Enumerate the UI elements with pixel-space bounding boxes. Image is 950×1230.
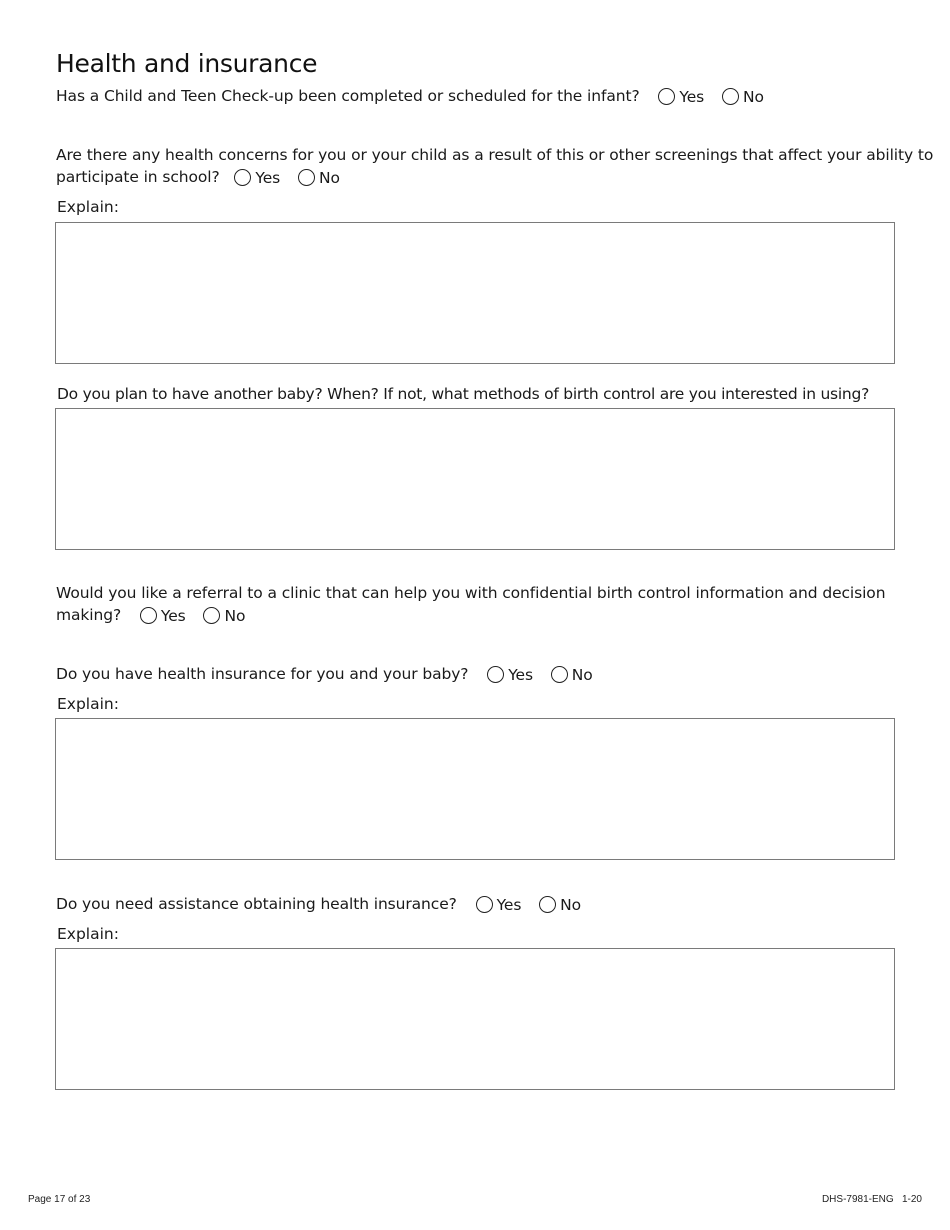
checkup-no-option[interactable] — [722, 86, 764, 108]
question-health-insurance — [56, 663, 593, 686]
health-concerns-yes-option[interactable] — [234, 167, 280, 189]
health-insurance-no-option[interactable] — [551, 664, 593, 686]
question-health-concerns-line1: Are there any health concerns for you or your child as a result of this or other screenings that affect your ability to — [56, 146, 934, 164]
health-insurance-yes-label: Yes — [508, 665, 533, 684]
insurance-assistance-explain-field[interactable] — [55, 948, 895, 1090]
health-concerns-yes-radio[interactable] — [234, 169, 251, 186]
checkup-yes-option[interactable] — [658, 86, 704, 108]
question-insurance-assistance-text: Do you need assistance obtaining health insurance? — [56, 895, 457, 913]
question-insurance-assistance — [56, 893, 581, 916]
health-insurance-explain-field[interactable] — [55, 718, 895, 860]
referral-yes-label: Yes — [160, 606, 186, 625]
question-referral-text: making? — [56, 606, 122, 624]
health-insurance-no-label: No — [571, 665, 593, 684]
question-another-baby: Do you plan to have another baby? When? If not, what methods of birth control are you interested in using? — [57, 385, 870, 403]
question-health-concerns-text: participate in school? — [56, 168, 220, 186]
referral-no-label: No — [224, 606, 246, 625]
question-health-insurance-text: Do you have health insurance for you and your baby? — [56, 665, 469, 683]
health-concerns-no-option[interactable] — [298, 167, 340, 189]
page-number: Page 17 of 23 — [28, 1194, 91, 1205]
question-referral-line1: Would you like a referral to a clinic that can help you with confidential birth control information and decision — [56, 584, 886, 602]
referral-no-radio[interactable] — [203, 607, 220, 624]
health-concerns-no-radio[interactable] — [298, 169, 315, 186]
insurance-assistance-yes-option[interactable] — [476, 894, 522, 916]
health-insurance-yes-option[interactable] — [487, 664, 533, 686]
health-concerns-no-label: No — [318, 168, 340, 187]
health-concerns-explain-label: Explain: — [57, 198, 119, 216]
referral-no-option[interactable] — [203, 605, 245, 627]
form-id: DHS-7981-ENG 1-20 — [821, 1194, 922, 1205]
insurance-assistance-yes-label: Yes — [496, 895, 522, 914]
question-health-concerns-line2 — [56, 166, 340, 189]
health-concerns-yes-label: Yes — [255, 168, 281, 187]
insurance-assistance-no-label: No — [560, 895, 582, 914]
question-checkup — [56, 85, 764, 108]
health-concerns-explain-field[interactable] — [55, 222, 895, 364]
checkup-no-radio[interactable] — [722, 88, 739, 105]
checkup-yes-label: Yes — [679, 87, 705, 106]
another-baby-answer-field[interactable] — [55, 408, 895, 550]
checkup-no-label: No — [742, 87, 764, 106]
insurance-assistance-no-radio[interactable] — [539, 896, 556, 913]
insurance-assistance-yes-radio[interactable] — [476, 896, 493, 913]
question-referral-line2 — [56, 604, 245, 627]
health-insurance-explain-label: Explain: — [57, 695, 119, 713]
health-insurance-no-radio[interactable] — [551, 666, 568, 683]
insurance-assistance-no-option[interactable] — [539, 894, 581, 916]
section-title: Health and insurance — [56, 49, 318, 78]
referral-yes-option[interactable] — [140, 605, 186, 627]
question-checkup-text: Has a Child and Teen Check-up been completed or scheduled for the infant? — [56, 87, 640, 105]
referral-yes-radio[interactable] — [140, 607, 157, 624]
checkup-yes-radio[interactable] — [658, 88, 675, 105]
health-insurance-yes-radio[interactable] — [487, 666, 504, 683]
insurance-assistance-explain-label: Explain: — [57, 925, 119, 943]
